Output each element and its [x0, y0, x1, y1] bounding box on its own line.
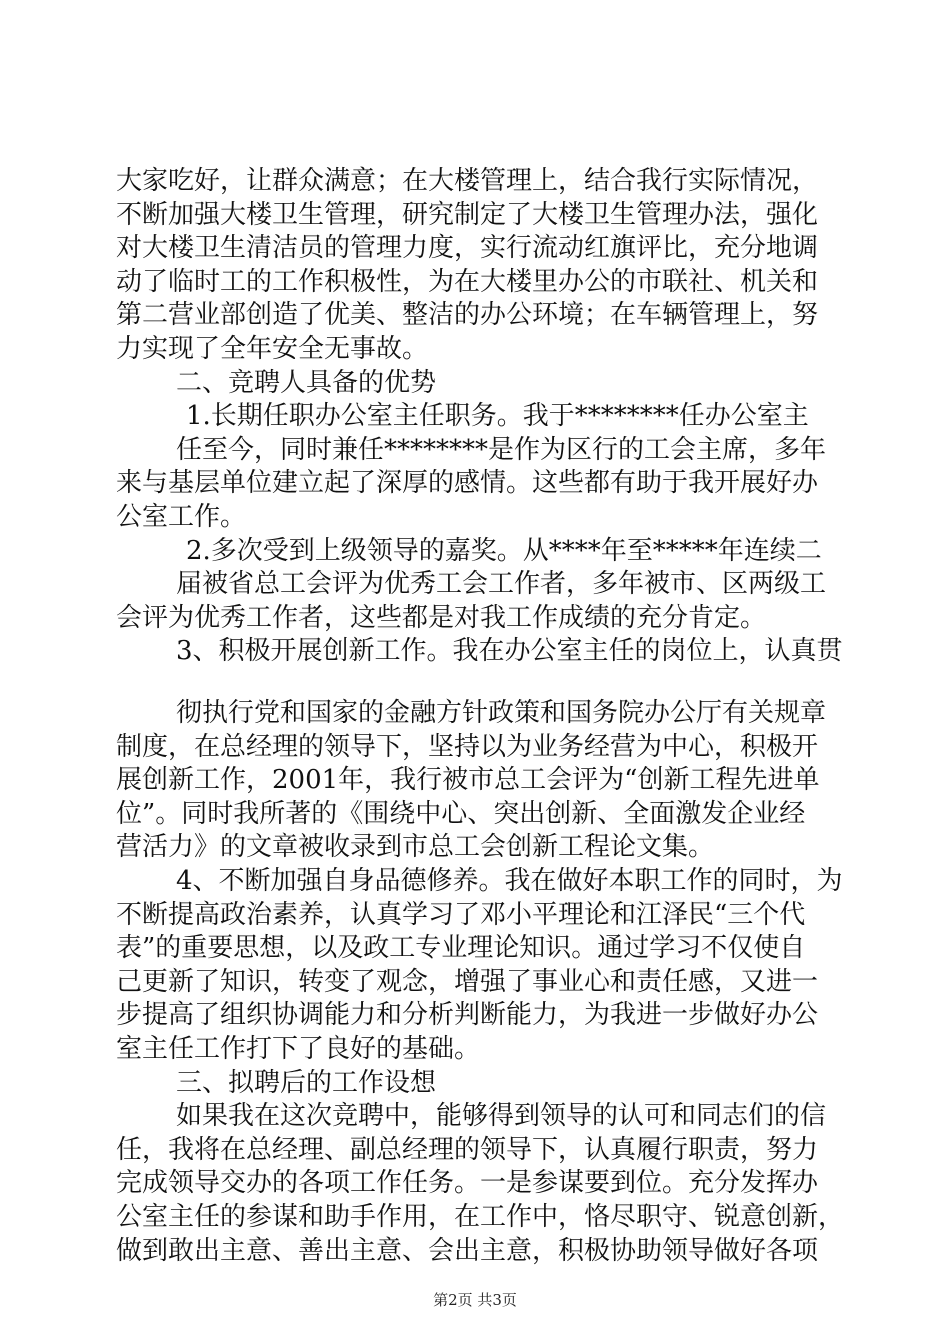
text-line: 彻执行党和国家的金融方针政策和国务院办公厅有关规章 — [176, 698, 827, 728]
text-line: 来与基层单位建立起了深厚的感情。这些都有助于我开展好办 — [116, 468, 819, 498]
section-heading: 二、竞聘人具备的优势 — [176, 368, 437, 398]
text-line: 营活力》的文章被收录到市总工会创新工程论文集。 — [116, 832, 715, 862]
text-line: 第二营业部创造了优美、整洁的办公环境；在车辆管理上，努 — [116, 300, 819, 330]
text-line: 公室工作。 — [116, 502, 247, 532]
text-line: 做到敢出主意、善出主意、会出主意，积极协助领导做好各项 — [116, 1236, 819, 1266]
text-line: 完成领导交办的各项工作任务。一是参谋要到位。充分发挥办 — [116, 1168, 819, 1198]
text-line: 展创新工作，2001年，我行被市总工会评为“创新工程先进单 — [116, 765, 820, 795]
text-line: 2.多次受到上级领导的嘉奖。从****年至*****年连续二 — [186, 536, 822, 566]
text-line: 任至今，同时兼任********是作为区行的工会主席，多年 — [176, 435, 827, 465]
text-line: 大家吃好，让群众满意；在大楼管理上，结合我行实际情况， — [116, 166, 819, 196]
text-line: 会评为优秀工作者，这些都是对我工作成绩的充分肯定。 — [116, 603, 767, 633]
text-line: 1.长期任职办公室主任职务。我于********任办公室主 — [186, 401, 809, 431]
text-line: 位”。同时我所著的《围绕中心、突出创新、全面激发企业经 — [116, 799, 806, 829]
section-heading: 三、拟聘后的工作设想 — [176, 1068, 437, 1098]
text-line: 不断提高政治素养，认真学习了邓小平理论和江泽民“三个代 — [116, 900, 806, 930]
text-line: 力实现了全年安全无事故。 — [116, 334, 429, 364]
text-line: 制度，在总经理的领导下，坚持以为业务经营为中心，积极开 — [116, 732, 819, 762]
text-line: 动了临时工的工作积极性，为在大楼里办公的市联社、机关和 — [116, 267, 819, 297]
page-footer: 第2页 共3页 — [433, 1291, 517, 1309]
text-line: 表”的重要思想，以及政工专业理论知识。通过学习不仅使自 — [116, 933, 806, 963]
text-line: 3、积极开展创新工作。我在办公室主任的岗位上，认真贯 — [176, 636, 843, 666]
text-line: 步提高了组织协调能力和分析判断能力，为我进一步做好办公 — [116, 1000, 819, 1030]
text-line: 公室主任的参谋和助手作用，在工作中，恪尽职守、锐意创新， — [116, 1202, 845, 1232]
text-line: 如果我在这次竞聘中，能够得到领导的认可和同志们的信 — [176, 1101, 827, 1131]
text-line: 己更新了知识，转变了观念，增强了事业心和责任感，又进一 — [116, 967, 819, 997]
text-line: 对大楼卫生清洁员的管理力度，实行流动红旗评比，充分地调 — [116, 233, 819, 263]
text-line: 不断加强大楼卫生管理，研究制定了大楼卫生管理办法，强化 — [116, 200, 819, 230]
text-line: 4、不断加强自身品德修养。我在做好本职工作的同时，为 — [176, 866, 843, 896]
text-line: 任，我将在总经理、副总经理的领导下，认真履行职责，努力 — [116, 1135, 819, 1165]
text-line: 届被省总工会评为优秀工会工作者，多年被市、区两级工 — [176, 569, 827, 599]
text-line: 室主任工作打下了良好的基础。 — [116, 1034, 481, 1064]
